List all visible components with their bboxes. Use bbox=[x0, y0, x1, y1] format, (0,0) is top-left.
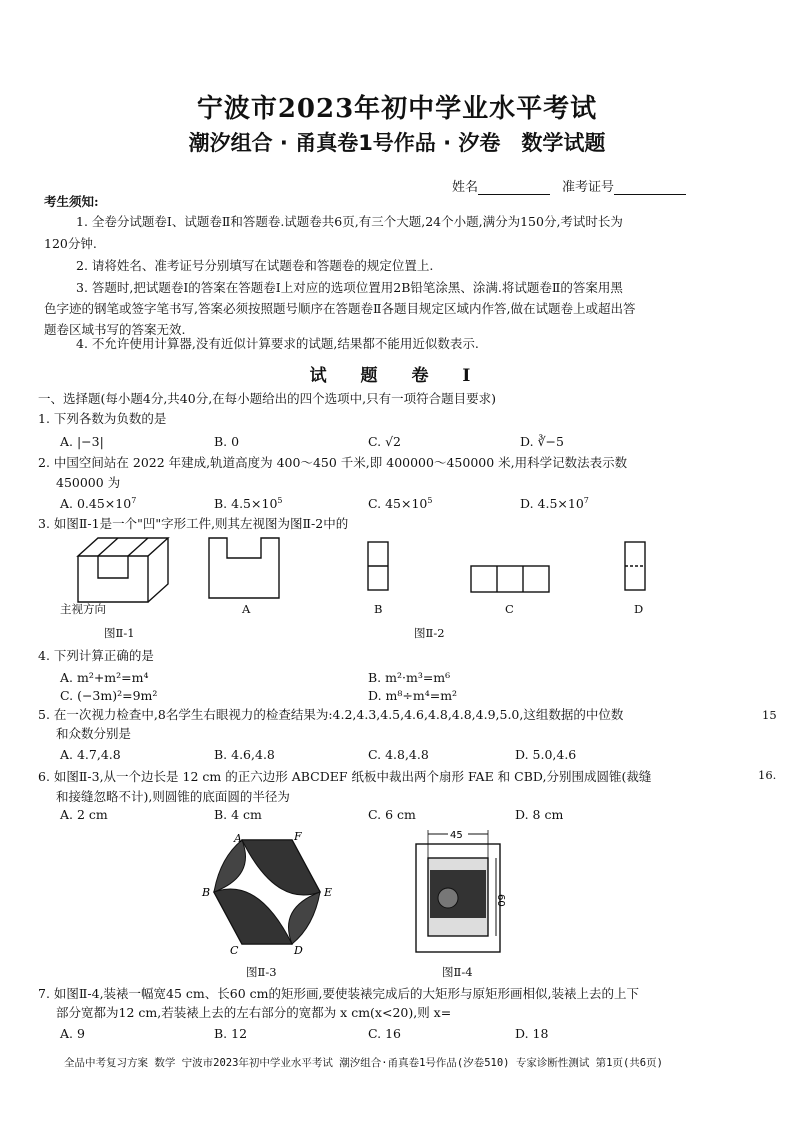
height-dim-label: 60 bbox=[495, 894, 506, 907]
q4-option-a: A. m²+m²=m⁴ bbox=[60, 670, 149, 685]
q1-stem: 1. 下列各数为负数的是 bbox=[38, 411, 167, 426]
q4-stem: 4. 下列计算正确的是 bbox=[38, 648, 154, 663]
notice-item1b: 120分钟. bbox=[44, 236, 97, 251]
q1-option-b: B. 0 bbox=[214, 434, 240, 449]
view-b-shape bbox=[368, 542, 388, 590]
sector-cbd bbox=[214, 889, 292, 944]
vertex-a-label: A bbox=[234, 832, 242, 845]
width-dim-label: 45 bbox=[450, 830, 463, 841]
camera-lens bbox=[438, 888, 458, 908]
q2-stem-line2: 450000 为 bbox=[56, 475, 121, 490]
notice-item3c: 题卷区域书写的答案无效. bbox=[44, 322, 186, 337]
q2-option-b: B. $4.5\times 10^5$ bbox=[214, 496, 283, 512]
exam-title: 宁波市2023年初中学业水平考试 bbox=[196, 94, 598, 124]
q4-option-d: D. m⁸÷m⁴=m² bbox=[368, 688, 458, 703]
q7-stem-line1: 7. 如图Ⅱ-4,装裱一幅宽45 cm、长60 cm的矩形画,要使装裱完成后的大矩形与原矩形画相似,装裱上去的上下 bbox=[38, 986, 639, 1001]
q2-option-d: D. $4.5\times 10^7$ bbox=[520, 496, 589, 512]
fig-ii-2-caption: 图Ⅱ-2 bbox=[414, 626, 445, 640]
id-label: 准考证号 bbox=[562, 180, 615, 195]
vertex-d-label: D bbox=[294, 944, 303, 956]
exam-subtitle: 潮汐组合 · 甬真卷1号作品 · 汐卷 数学试题 bbox=[188, 131, 606, 155]
notice-item3a: 3. 答题时,把试题卷Ⅰ的答案在答题卷Ⅰ上对应的选项位置用2B铅笔涂黑、涂满.将试题卷Ⅱ的答案用黑 bbox=[76, 280, 623, 295]
q4-option-b: B. m²·m³=m⁶ bbox=[368, 670, 451, 685]
id-blank bbox=[614, 181, 686, 195]
leaf-left bbox=[214, 840, 246, 892]
q5-stem-line1: 5. 在一次视力检查中,8名学生右眼视力的检查结果为:4.2,4.3,4.5,4.6,4.8,4.8,4.9,5.0,这组数据的中位数 bbox=[38, 707, 624, 722]
view-d-shape bbox=[625, 542, 645, 590]
view-a-label: A bbox=[242, 602, 251, 616]
q5-option-a: A. 4.7,4.8 bbox=[60, 747, 121, 762]
q6-stem-line2: 和接缝忽略不计),则圆锥的底面圆的半径为 bbox=[56, 789, 290, 804]
leaf-right bbox=[289, 892, 321, 944]
notice-item2: 2. 请将姓名、准考证号分别填写在试题卷和答题卷的规定位置上. bbox=[76, 258, 434, 273]
q3-figures bbox=[74, 534, 714, 646]
q3-stem: 3. 如图Ⅱ-1是一个"凹"字形工件,则其左视图为图Ⅱ-2中的 bbox=[38, 516, 349, 531]
fig-ii-1-caption: 图Ⅱ-1 bbox=[104, 626, 135, 640]
q2-stem-line1: 2. 中国空间站在 2022 年建成,轨道高度为 400～450 千米,即 400000～450000 米,用科学记数法表示数 bbox=[38, 455, 628, 470]
q7-option-b: B. 12 bbox=[214, 1026, 248, 1041]
notice-item4: 4. 不允许使用计算器,没有近似计算要求的试题,结果都不能用近似数表示. bbox=[76, 336, 479, 351]
q5-option-d: D. 5.0,4.6 bbox=[515, 747, 577, 762]
framed-picture-figure bbox=[412, 826, 522, 958]
name-blank bbox=[478, 181, 550, 195]
margin-number-16: 16. bbox=[758, 768, 777, 782]
q6-stem-line1: 6. 如图Ⅱ-3,从一个边长是 12 cm 的正六边形 ABCDEF 纸板中裁出两个扇形 FAE 和 CBD,分别围成圆锥(裁缝 bbox=[38, 769, 652, 784]
page-footer: 全品中考复习方案 数学 宁波市2023年初中学业水平考试 潮汐组合·甬真卷1号作品(汐卷510) 专家诊断性测试 第1页(共6页) bbox=[64, 1057, 663, 1069]
vertex-b-label: B bbox=[202, 886, 211, 899]
notice-item3b: 色字迹的钢笔或签字笔书写,答案必须按照题号顺序在答题卷Ⅱ各题目规定区域内作答,做在试题卷上或超出答 bbox=[44, 301, 636, 316]
fig-ii-3-caption: 图Ⅱ-3 bbox=[246, 965, 277, 979]
view-c-label: C bbox=[505, 602, 514, 616]
vertex-c-label: C bbox=[230, 944, 239, 956]
sector-fae bbox=[242, 840, 320, 895]
u-shape-workpiece bbox=[78, 538, 168, 602]
hexagon-figure bbox=[196, 828, 346, 956]
id-field bbox=[562, 176, 686, 195]
q6-option-a: A. 2 cm bbox=[60, 807, 108, 822]
q7-option-a: A. 9 bbox=[60, 1026, 85, 1041]
q6-option-b: B. 4 cm bbox=[214, 807, 262, 822]
view-c-shape bbox=[471, 566, 549, 592]
q6-option-c: C. 6 cm bbox=[368, 807, 416, 822]
name-label: 姓名 bbox=[452, 180, 479, 195]
q1-option-c: C. √2 bbox=[368, 434, 401, 449]
vertex-f-label: F bbox=[294, 830, 302, 843]
q5-stem-line2: 和众数分别是 bbox=[56, 726, 132, 741]
part1-heading: 一、选择题(每小题4分,共40分,在每小题给出的四个选项中,只有一项符合题目要求) bbox=[38, 391, 497, 406]
q6-option-d: D. 8 cm bbox=[515, 807, 564, 822]
q1-option-a: A. |−3| bbox=[60, 434, 104, 449]
margin-number-15: 15 bbox=[762, 708, 777, 722]
q1-option-d: D. ∛−5 bbox=[520, 434, 564, 449]
q2-option-a: A. $0.45\times 10^7$ bbox=[60, 496, 137, 512]
q7-option-c: C. 16 bbox=[368, 1026, 401, 1041]
q5-option-c: C. 4.8,4.8 bbox=[368, 747, 429, 762]
notice-heading: 考生须知: bbox=[44, 194, 99, 209]
notice-item1a: 1. 全卷分试题卷Ⅰ、试题卷Ⅱ和答题卷.试题卷共6页,有三个大题,24个小题,满分为150分,考试时长为 bbox=[76, 214, 623, 229]
view-b-label: B bbox=[374, 602, 383, 616]
q2-option-c: C. $45\times 10^5$ bbox=[368, 496, 433, 512]
front-view-label: 主视方向 bbox=[60, 602, 106, 616]
q7-stem-line2: 部分宽都为12 cm,若装裱上去的左右部分的宽都为 x cm(x<20),则 x= bbox=[56, 1005, 452, 1020]
fig-ii-4-caption: 图Ⅱ-4 bbox=[442, 965, 473, 979]
view-a-shape bbox=[209, 538, 279, 598]
section-title: 试 题 卷 Ⅰ bbox=[309, 366, 485, 386]
q7-option-d: D. 18 bbox=[515, 1026, 549, 1041]
view-d-label: D bbox=[634, 602, 644, 616]
q5-option-b: B. 4.6,4.8 bbox=[214, 747, 275, 762]
vertex-e-label: E bbox=[324, 886, 333, 899]
q4-option-c: C. (−3m)²=9m² bbox=[60, 688, 158, 703]
name-field bbox=[452, 176, 550, 195]
